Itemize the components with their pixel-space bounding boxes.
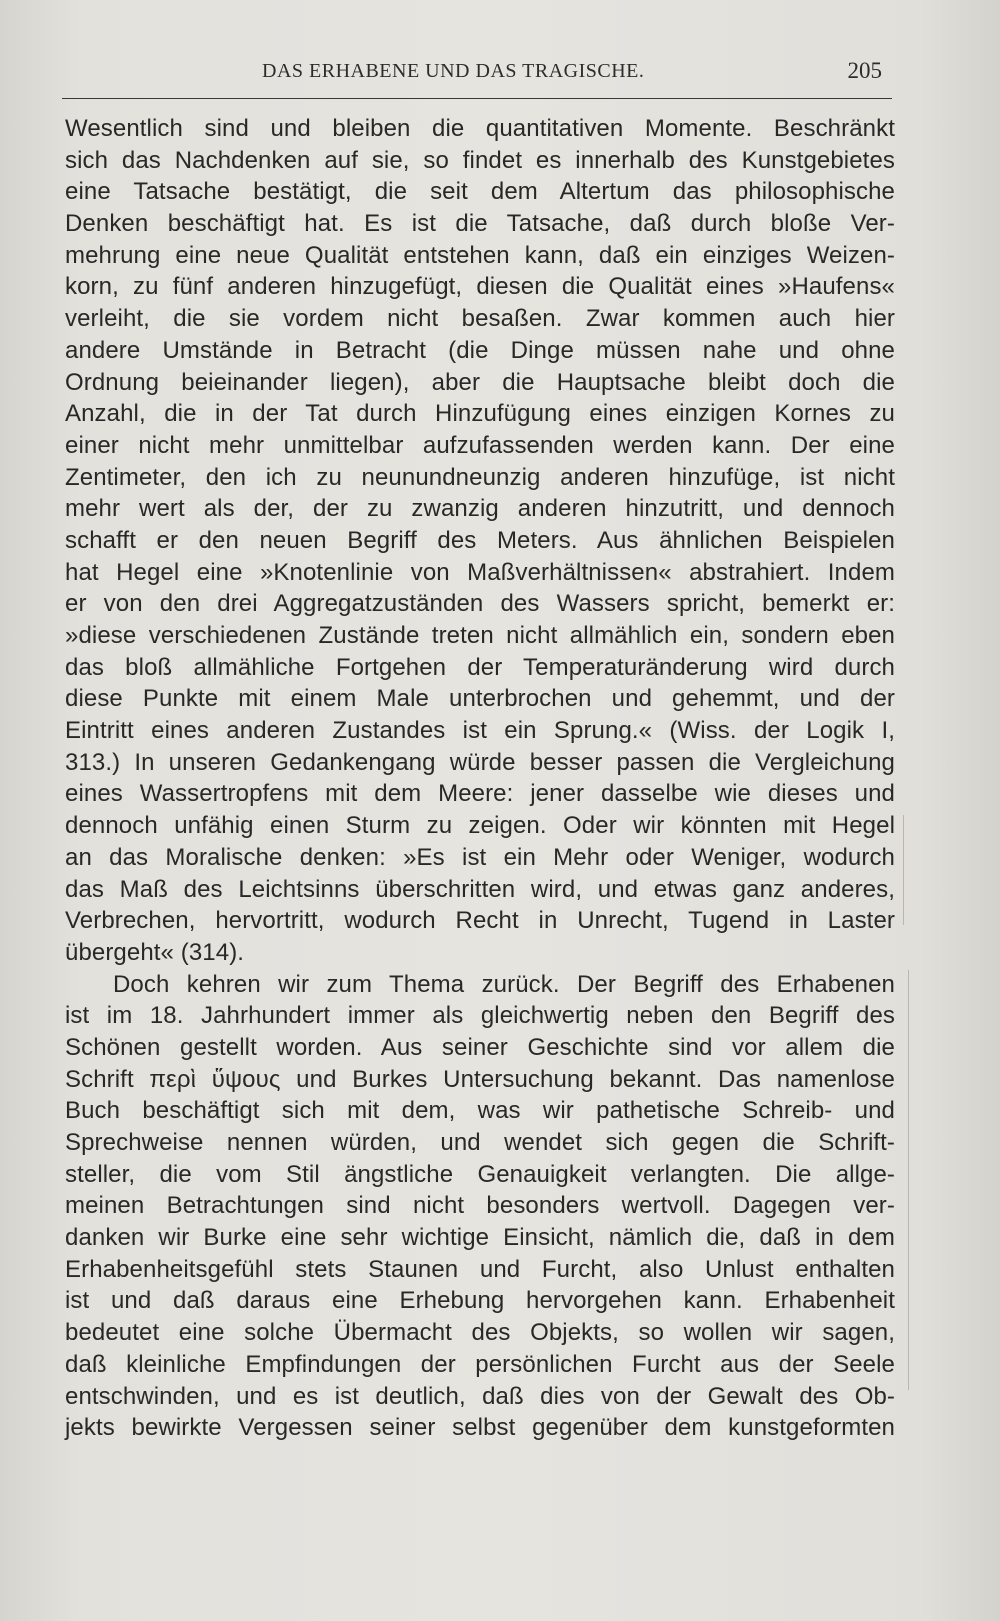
text-line: ist im 18. Jahrhundert immer als gleichwertig neben den Begriff des — [65, 1002, 895, 1030]
text-line: Ordnung beieinander liegen), aber die Hauptsache bleibt doch die — [65, 368, 895, 396]
text-line: das bloß allmähliche Fortgehen der Temperaturänderung wird durch — [65, 653, 895, 681]
text-line: Schönen gestellt worden. Aus seiner Geschichte sind vor allem die — [65, 1033, 895, 1061]
text-line: steller, die vom Stil ängstliche Genauigkeit verlangten. Die allge- — [65, 1160, 895, 1188]
text-line: hat Hegel eine »Knotenlinie von Maßverhältnissen« abstrahiert. Indem — [65, 558, 895, 586]
text-line: mehrung eine neue Qualität entstehen kann, daß ein einziges Weizen- — [65, 241, 895, 269]
page-number: 205 — [847, 58, 882, 83]
text-line: andere Umstände in Betracht (die Dinge müssen nahe und ohne — [65, 336, 895, 364]
text-line: Sprechweise nennen würden, und wendet sich gegen die Schrift- — [65, 1129, 895, 1156]
text-line: schafft er den neuen Begriff des Meters. Aus ähnlichen Beispielen — [65, 526, 895, 554]
text-line: Verbrechen, hervortritt, wodurch Recht in Unrecht, Tugend in Laster — [65, 907, 895, 935]
text-line: korn, zu fünf anderen hinzugefügt, diesen die Qualität eines »Haufens« — [65, 273, 895, 301]
text-line: Zentimeter, den ich zu neunundneunzig anderen hinzufüge, ist nicht — [65, 463, 895, 491]
text-line: Schrift περὶ ὕψους und Burkes Untersuchung bekannt. Das namenlose — [65, 1065, 895, 1093]
text-line: daß kleinliche Empfindungen der persönlichen Furcht aus der Seele — [65, 1350, 895, 1378]
text-line: einer nicht mehr unmittelbar aufzufassenden werden kann. Der eine — [65, 431, 895, 459]
text-line: ist und daß daraus eine Erhebung hervorgehen kann. Erhabenheit — [65, 1287, 895, 1315]
text-line: bedeutet eine solche Übermacht des Objekts, so wollen wir sagen, — [65, 1319, 895, 1347]
margin-mark — [908, 970, 909, 1390]
text-line: Anzahl, die in der Tat durch Hinzufügung eines einzigen Kornes zu — [65, 400, 895, 428]
text-line: diese Punkte mit einem Male unterbrochen und gehemmt, und der — [65, 685, 895, 713]
text-line: eines Wassertropfens mit dem Meere: jener dasselbe wie dieses und — [65, 780, 895, 808]
text-line: Denken beschäftigt hat. Es ist die Tatsache, daß durch bloße Ver- — [65, 210, 895, 238]
text-line: danken wir Burke eine sehr wichtige Einsicht, nämlich die, daß in dem — [65, 1224, 895, 1252]
text-line: 313.) In unseren Gedankengang würde besser passen die Vergleichung — [65, 748, 895, 776]
text-line: an das Moralische denken: »Es ist ein Mehr oder Weniger, wodurch — [65, 843, 895, 871]
running-title: DAS ERHABENE UND DAS TRAGISCHE. — [262, 60, 645, 82]
margin-mark — [903, 815, 904, 925]
text-line: Erhabenheitsgefühl stets Staunen und Furcht, also Unlust enthalten — [65, 1255, 895, 1283]
running-head — [62, 56, 892, 96]
text-line: meinen Betrachtungen sind nicht besonders wertvoll. Dagegen ver- — [65, 1192, 895, 1220]
text-line: sich das Nachdenken auf sie, so findet es innerhalb des Kunstgebietes — [65, 146, 895, 174]
text-line: jekts bewirkte Vergessen seiner selbst gegenüber dem kunstgeformten — [65, 1414, 895, 1442]
text-line: Wesentlich sind und bleiben die quantitativen Momente. Beschränkt — [65, 115, 895, 142]
text-line: eine Tatsache bestätigt, die seit dem Altertum das philosophische — [65, 178, 895, 206]
text-line: Buch beschäftigt sich mit dem, was wir pathetische Schreib- und — [65, 1097, 895, 1125]
text-line: entschwinden, und es ist deutlich, daß dies von der Gewalt des Ob- — [65, 1382, 895, 1410]
text-line: er von den drei Aggregatzuständen des Wassers spricht, bemerkt er: — [65, 590, 895, 618]
header-rule — [62, 98, 892, 99]
text-line: übergeht« (314). — [65, 938, 245, 966]
text-line: Eintritt eines anderen Zustandes ist ein Sprung.« (Wiss. der Logik I, — [65, 717, 895, 745]
text-line: mehr wert als der, der zu zwanzig anderen hinzutritt, und dennoch — [65, 495, 895, 523]
paragraph-first-line: Doch kehren wir zum Thema zurück. Der Begriff des Erhabenen — [113, 970, 895, 998]
text-line: dennoch unfähig einen Sturm zu zeigen. Oder wir könnten mit Hegel — [65, 812, 895, 840]
text-line: das Maß des Leichtsinns überschritten wird, und etwas ganz anderes, — [65, 875, 895, 903]
body-text — [65, 113, 895, 1444]
text-line: »diese verschiedenen Zustände treten nicht allmählich ein, sondern eben — [65, 622, 895, 649]
text-line: verleiht, die sie vordem nicht besaßen. Zwar kommen auch hier — [65, 305, 895, 333]
